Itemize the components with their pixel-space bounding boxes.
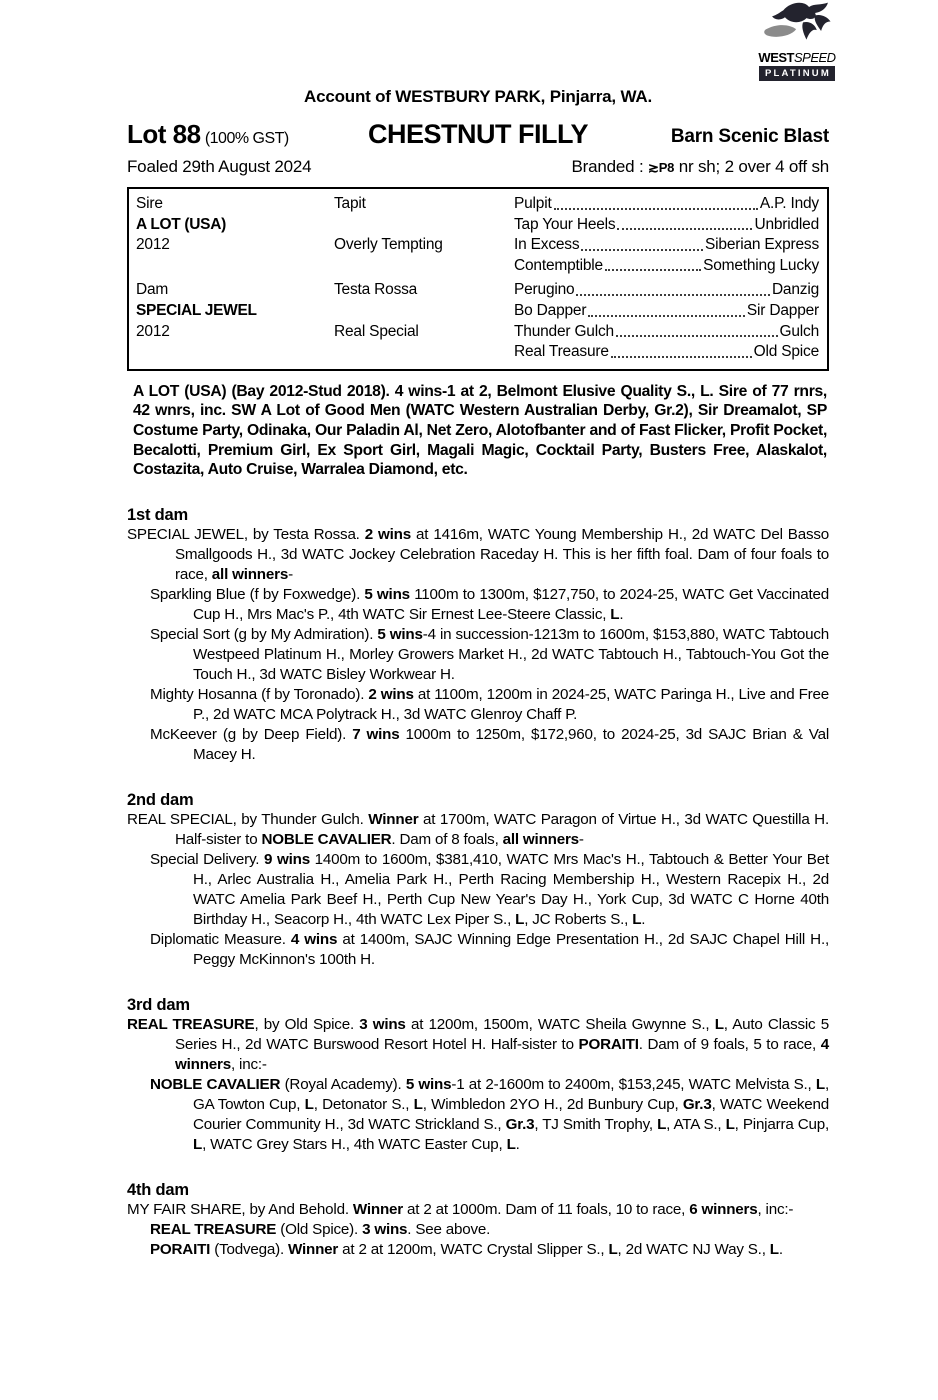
leader-dots bbox=[576, 280, 769, 296]
foal-entry: Special Sort (g by My Admiration). 5 wins-4 in succession-1213m to 1600m, $153,880, WATC Tabtouch Westpeed Platinum H., Morley Growers Market H., 2d WATC Tabtouch H., Tabtouch-You Got the Touch H., 3d WATC Bisley Workwear H. bbox=[150, 625, 829, 683]
section-3rd-dam bbox=[127, 995, 829, 1155]
gst-note: (100% GST) bbox=[204, 130, 289, 147]
pedigree-line: Real Treasure Old Spice bbox=[514, 343, 819, 361]
section-heading: 4th dam bbox=[127, 1180, 189, 1199]
sire-cell bbox=[136, 194, 334, 276]
foal-entry: REAL TREASURE (Old Spice). 3 wins. See above. bbox=[150, 1220, 491, 1238]
sire-name: A LOT (USA) bbox=[136, 215, 226, 233]
pedigree-line: In Excess Siberian Express bbox=[514, 236, 819, 254]
leader-dots bbox=[616, 322, 778, 338]
foaled-branded-row bbox=[127, 157, 829, 177]
horse-silhouette-icon bbox=[752, 0, 842, 50]
foal-entry: Mighty Hosanna (f by Toronado). 2 wins at 1100m, 1200m in 2024-25, WATC Paringa H., Live and Free P., 2d WATC MCA Polytrack H., 3d WATC Glenroy Chaff P. bbox=[150, 685, 830, 723]
section-2nd-dam bbox=[127, 790, 829, 970]
pedigree-dam-group bbox=[136, 280, 819, 362]
foal-entry: PORAITI (Todvega). Winner at 2 at 1200m, WATC Crystal Slipper S., L, 2d WATC NJ Way S., L. bbox=[150, 1240, 783, 1258]
section-heading: 1st dam bbox=[127, 505, 188, 524]
sire-grandparents-cell bbox=[514, 194, 819, 276]
foal-entry: NOBLE CAVALIER (Royal Academy). 5 wins-1 at 2-1600m to 2400m, $153,245, WATC Melvista S., L, GA Towton Cup, L, Detonator S., L, Wimbledon 2YO H., 2d Bunbury Cup, Gr.3, WATC Weekend Courier Community H., 3d WATC Strickland S., Gr.3, TJ Smith Trophy, L, ATA S., L, Pinjarra Cup, L, WATC Grey Stars H., 4th WATC Easter Cup, L. bbox=[150, 1075, 829, 1153]
lot-row bbox=[127, 120, 829, 150]
leader-dots bbox=[554, 194, 758, 210]
pedigree-line: Pulpit A.P. Indy bbox=[514, 195, 819, 212]
dam-role-label: Dam bbox=[136, 281, 169, 299]
pedigree-line: Tap Your Heels Unbridled bbox=[514, 215, 819, 233]
dam-paragraph: REAL TREASURE, by Old Spice. 3 wins at 1200m, 1500m, WATC Sheila Gwynne S., L, Auto Classic 5 Series H., 2d WATC Burswood Resort Hotel H. Half-sister to PORAITI. Dam of 9 foals, 5 to race, 4 winners, inc:- bbox=[127, 1015, 829, 1073]
pedigree-line: Bo Dapper Sir Dapper bbox=[514, 301, 819, 319]
account-line: Account of WESTBURY PARK, Pinjarra, WA. bbox=[304, 87, 652, 106]
foal-list bbox=[127, 585, 829, 765]
westspeed-wordmark: WESTSPEED bbox=[758, 50, 836, 65]
sire-summary-paragraph: A LOT (USA) (Bay 2012-Stud 2018). 4 wins-1 at 2, Belmont Elusive Quality S., L. Sire of 77 rnrs, 42 wnrs, inc. SW A Lot of Good Men (WATC Western Australian Derby, Gr.2), Sir Dreamalot, SP Costume Party, Odinaka, Our Paladin Al, Net Zero, Alotofbanter and of Fast Flicker, Profit Pocket, Becalotti, Premium Girl, Ex Sport Girl, Magali Magic, Cocktail Party, Busters Free, Alaskalot, Costazita, Auto Cruise, Warralea Diamond, etc. bbox=[133, 382, 827, 479]
horse-description-title: CHESTNUT FILLY bbox=[367, 119, 589, 149]
foal-entry: Diplomatic Measure. 4 wins at 1400m, SAJC Winning Edge Presentation H., 2d SAJC Chapel Hill H., Peggy McKinnon's 100th H. bbox=[150, 930, 829, 968]
foal-entry: McKeever (g by Deep Field). 7 wins 1000m to 1250m, $172,960, to 2024-25, 3d SAJC Brian & Val Macey H. bbox=[150, 725, 829, 763]
page-content bbox=[127, 0, 836, 1260]
dam-parents-cell bbox=[334, 280, 514, 362]
leader-dots bbox=[588, 301, 745, 317]
leader-dots bbox=[611, 342, 752, 358]
dam-year: 2012 bbox=[136, 322, 170, 340]
section-heading: 3rd dam bbox=[127, 995, 190, 1014]
section-4th-dam bbox=[127, 1180, 829, 1260]
dam-name: SPECIAL JEWEL bbox=[136, 301, 257, 319]
sire-parents-cell bbox=[334, 194, 514, 276]
section-1st-dam bbox=[127, 505, 829, 765]
dam-paragraph: SPECIAL JEWEL, by Testa Rossa. 2 wins at 1416m, WATC Young Membership H., 2d WATC Del Basso Smallgoods H., 3d WATC Jockey Celebration Raceday H. This is her fifth foal. Dam of four foals to race, all winners- bbox=[127, 525, 829, 583]
foal-entry: Special Delivery. 9 wins 1400m to 1600m, $381,410, WATC Mrs Mac's H., Tabtouch & Better Your Bet H., Arlec Australia H., Amelia Park H., Perth Racing Membership H., Western Racepix H., 2d WATC Amelia Park Beef H., Perth Cup New Year's Day H., York Cup, 3d WATC C Horne 40th Birthday H., Seacorp H., 4th WATC Lex Piper S., L, JC Roberts S., L. bbox=[150, 850, 829, 928]
section-heading: 2nd dam bbox=[127, 790, 194, 809]
dam-paragraph: MY FAIR SHARE, by And Behold. Winner at 2 at 1000m. Dam of 11 foals, 10 to race, 6 winners, inc:- bbox=[127, 1200, 794, 1218]
foal-entry: Sparkling Blue (f by Foxwedge). 5 wins 1100m to 1300m, $127,750, to 2024-25, WATC Get Vaccinated Cup H., Mrs Mac's P., 4th WATC Sir Ernest Lee-Steere Classic, L. bbox=[150, 585, 829, 623]
foal-list bbox=[127, 850, 829, 970]
leader-dots bbox=[581, 235, 703, 251]
damdam-name: Real Special bbox=[334, 322, 419, 340]
foal-list bbox=[127, 1075, 829, 1155]
pedigree-line: Contemptible Something Lucky bbox=[514, 256, 819, 274]
platinum-badge: PLATINUM bbox=[759, 66, 835, 81]
leader-dots bbox=[617, 215, 752, 231]
dam-cell bbox=[136, 280, 334, 362]
granddam-name: Overly Tempting bbox=[334, 236, 443, 254]
dam-paragraph: REAL SPECIAL, by Thunder Gulch. Winner at 1700m, WATC Paragon of Virtue H., 3d WATC Questilla H. Half-sister to NOBLE CAVALIER. Dam of 8 foals, all winners- bbox=[127, 810, 829, 848]
leader-dots bbox=[605, 256, 701, 272]
pedigree-table bbox=[127, 187, 829, 371]
westspeed-platinum-logo bbox=[752, 0, 842, 81]
brand-mark: ≳P8 bbox=[648, 160, 675, 175]
damsire-name: Testa Rossa bbox=[334, 281, 418, 299]
branded-info: Branded : ≳P8 nr sh; 2 over 4 off sh bbox=[571, 157, 829, 176]
lot-number: Lot 88 (100% GST) bbox=[127, 119, 289, 149]
barn-label: Barn Scenic Blast bbox=[670, 126, 829, 147]
foal-list bbox=[127, 1220, 829, 1260]
grandsire-name: Tapit bbox=[334, 195, 366, 212]
pedigree-line: Thunder Gulch Gulch bbox=[514, 322, 819, 340]
sire-role-label: Sire bbox=[136, 195, 163, 212]
dam-grandparents-cell bbox=[514, 280, 819, 362]
pedigree-line: Perugino Danzig bbox=[514, 281, 819, 299]
foaled-date: Foaled 29th August 2024 bbox=[127, 157, 312, 176]
sire-year: 2012 bbox=[136, 236, 170, 254]
pedigree-sire-group bbox=[136, 194, 819, 276]
